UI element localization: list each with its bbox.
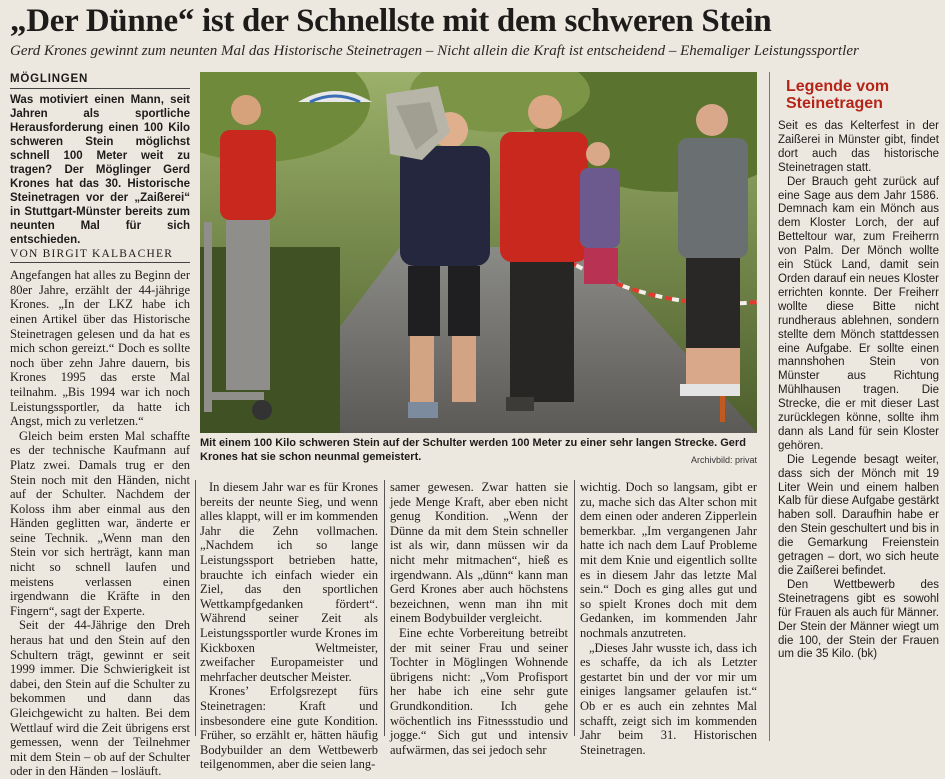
- body-paragraph: „Dieses Jahr wusste ich, dass ich es schaffe, da ich als Letzter gestartet bin und der vor mir um einiges langsamer gelaufen ist.“ Ob er es auch ein zehntes Mal schafft, zeigt sich im kommenden Jahr beim 31. Historischen Steinetragen.: [580, 640, 757, 757]
- headline: „Der Dünne“ ist der Schnellste mit dem schweren Stein: [10, 3, 772, 39]
- column-2: [200, 480, 378, 772]
- sidebar-title: Legende vom Steinetragen: [786, 78, 890, 112]
- column-divider: [384, 480, 385, 736]
- body-paragraph: Angefangen hat alles zu Beginn der 80er Jahre, erzählt der 44-jährige Krones. „In der LKZ habe ich einen Artikel über das Historische Steinetragen gelesen und da hat es mich schon gereizt.“ Doch es sollte noch über zehn Jahre dauern, bis Krones 1995 das erste Mal teilnahm. „Bis 1994 war ich noch Leistungssportler, da hatte ich Angst, mich zu verletzen.“: [10, 268, 190, 429]
- body-paragraph: samer gewesen. Zwar hatten sie jede Menge Kraft, aber eben nicht genug Kondition. „Wenn der Dünne da mit dem Stein schneller ist als wir, dann müssen wir da nicht mehr mitmachen“, hieß es irgendwann. Als „dünn“ kann man Gerd Krones aber auch höchstens bezeichnen, wenn man ihn mit einem Bodybuilder vergleicht.: [390, 480, 568, 626]
- photo-illustration: [200, 72, 757, 433]
- sidebar-box: [769, 72, 939, 741]
- column-divider: [195, 480, 196, 736]
- byline: VON BIRGIT KALBACHER: [10, 247, 190, 264]
- body-paragraph: In diesem Jahr war es für Krones bereits der neunte Sieg, und wenn alles klappt, will er im kommenden Jahr die Zehn vollmachen. „Nachdem ich so lange Leistungssport betrieben hatte, brauchte ich einfach wieder ein Ziel, das den sportlichen Wettkampfgedanken fördert“. Während seiner Zeit als Leistungssportler wurde Krones im Kickboxen Weltmeister, zweifacher Europameister und mehrfacher deutscher Meister.: [200, 480, 378, 684]
- sidebar-paragraph: Der Brauch geht zurück auf eine Sage aus dem Jahr 1586. Demnach kam ein Mönch aus dem Kloster Lorch, der auf Betteltour war, zum Freiherrn von Palm. Der Mönch wollte ein Stück Land, damit sein Orden darauf ein neues Kloster errichten konnte. Der Freiherr wollte diese Bitte nicht rundheraus ablehnen, sondern stellte dem Mönch stattdessen eine Aufgabe. Er sollte einen mannshohen Stein von Münster aus Richtung Mühlhausen tragen. Die Strecke, die er mit dieser Last zurücklegen könne, sollte ihm dann als Land für sein Kloster gehören.: [778, 175, 939, 452]
- column-1: [10, 72, 190, 779]
- column-3: [390, 480, 568, 757]
- body-paragraph: wichtig. Doch so langsam, gibt er zu, mache sich das Alter schon mit dem einen oder anderen Zipperlein bemerkbar. „Im vergangenen Jahr hatte ich nach dem Lauf Probleme mit dem Knie und eigentlich sollte es in diesem Jahr das letzte Mal sein.“ Doch es ging alles gut und so spielt Krones doch mit dem Gedanken, im kommenden Jahr nochmals anzutreten.: [580, 480, 757, 640]
- column-divider: [574, 480, 575, 736]
- photo-caption: Mit einem 100 Kilo schweren Stein auf der Schulter werden 100 Meter zu einer sehr langen Strecke. Gerd Krones hat sie schon neunmal gemeistert.: [200, 437, 746, 463]
- news-photo: [200, 72, 757, 433]
- sidebar-paragraph: Seit es das Kelterfest in der Zaißerei in Münster gibt, findet dort auch das historische Steinetragen statt.: [778, 120, 939, 174]
- body-paragraph: Krones’ Erfolgsrezept fürs Steinetragen: Kraft und insbesondere eine gute Kondition. Früher, so erzählt er, hätten häufig Bodybuilder an dem Wettbewerb teilgenommen, aber die seien lang-: [200, 684, 378, 772]
- body-paragraph: Seit der 44-Jährige den Dreh heraus hat und den Stein auf den Schultern trägt, gewinnt er seit 1999 immer. Die Schwierigkeit ist dabei, den Stein auf die Schulter zu bekommen und dann das Gleichgewicht zu halten. Bei dem Wettlauf wird die Zeit übrigens erst gemessen, wenn der Teilnehmer mit dem Stein – ob auf der Schulter oder in den Händen – losläuft.: [10, 618, 190, 779]
- body-paragraph: Gleich beim ersten Mal schaffte es der technische Kaufmann auf Platz zwei. Damals trug er den Stein noch mit den Händen, nicht auf der Schulter. Nachdem der Koloss ihm aber einmal aus den Händen geglitten war, änderte er seine Technik. „Wenn man den Stein vor sich herträgt, kann man nicht so schnell laufen und meistens verlassen einen irgendwann die Kräfte in den Fingern“, sagt der Experte.: [10, 428, 190, 618]
- body-paragraph: Eine echte Vorbereitung betreibt der mit seiner Frau und seiner Tochter in Möglingen Wohnende übrigens nicht: „Vom Profisport her habe ich eine sehr gute Grundkondition. Ich gehe wöchentlich ins Fitnessstudio und jogge.“ Sich gut und intensiv aufwärmen, das sei jedoch sehr: [390, 625, 568, 757]
- sidebar-body: [778, 120, 939, 662]
- lead-paragraph: Was motiviert einen Mann, seit Jahren als sportliche Herausforderung einen 100 Kilo schweren Stein möglichst schnell 100 Meter weit zu tragen? Der Möglinger Gerd Krones hat das 30. Historische Steinetragen vor der „Zaißerei“ in Stuttgart-Münster bereits zum neunten Mal für sich entschieden.: [10, 93, 190, 246]
- sidebar-paragraph: Den Wettbewerb des Steinetragens gibt es sowohl für Frauen als auch für Männer. Der Stein der Männer wiegt um die 100, der Stein der Frauen um die 35 Kilo. (bk): [778, 578, 939, 661]
- column-4: [580, 480, 757, 757]
- subheadline: Gerd Krones gewinnt zum neunten Mal das Historische Steinetragen – Nicht allein die Kraft ist entscheidend – Ehemaliger Leistungssportler: [10, 43, 859, 59]
- photo-credit: Archivbild: privat: [690, 455, 757, 465]
- sidebar-paragraph: Die Legende besagt weiter, dass sich der Mönch mit 19 Liter Wein und einem halben Kalb für diese Aufgabe gestärkt haben soll. Daraufhin habe er den Stein geschultert und bis in die Gemarkung Freienstein getragen – dort, wo sich heute die Zaißerei befindet.: [778, 453, 939, 577]
- dateline: MÖGLINGEN: [10, 72, 190, 89]
